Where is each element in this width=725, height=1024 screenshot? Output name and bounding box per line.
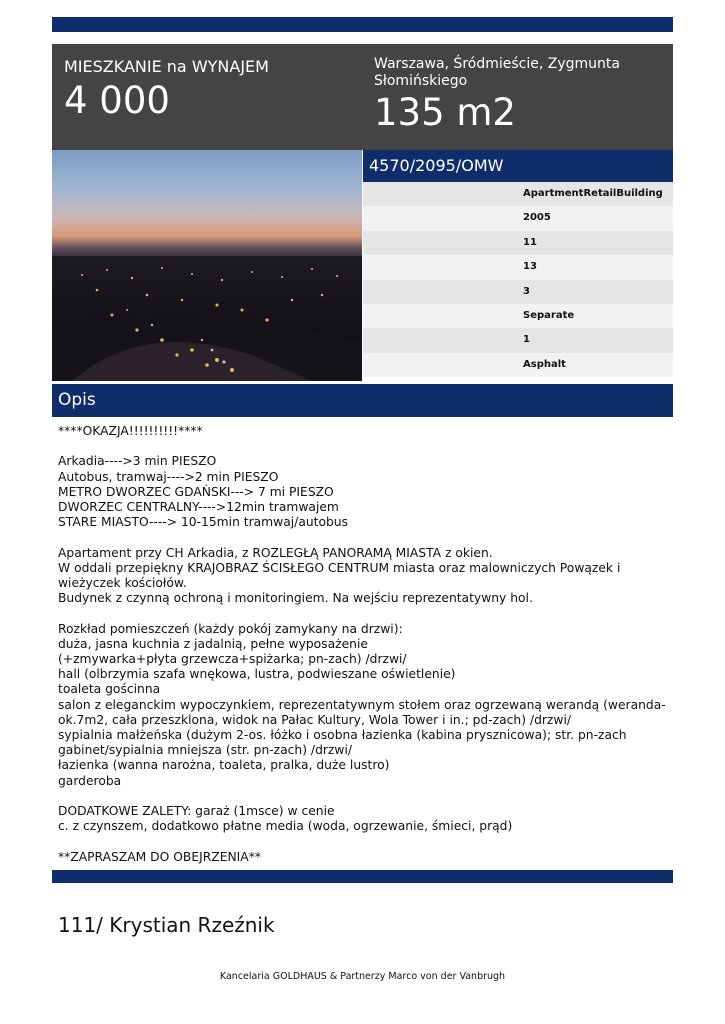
description-line: toaleta gościnna	[58, 682, 161, 697]
property-row: Separate	[363, 304, 673, 328]
description-line: Budynek z czynną ochroną i monitoringiem. Na wejściu reprezentatywny hol.	[58, 591, 533, 606]
reference-number: 4570/2095/OMW	[363, 150, 673, 182]
description-line: DODATKOWE ZALETY: garaż (1msce) w cenie	[58, 804, 335, 819]
top-accent-bar	[52, 17, 673, 32]
agent-name: 111/ Krystian Rzeźnik	[58, 913, 275, 937]
description-line: hall (olbrzymia szafa wnękowa, lustra, podwieszane oświetlenie)	[58, 667, 456, 682]
section-title: Opis	[52, 384, 673, 417]
description-line: (+zmywarka+płyta grzewcza+spiżarka; pn-zach) /drzwi/	[58, 652, 407, 666]
description-line: garderoba	[58, 773, 122, 788]
description-line	[58, 439, 668, 454]
description-line: Apartament przy CH Arkadia, z ROZLEGŁĄ PANORAMĄ MIASTA z okien.	[58, 545, 493, 560]
property-row: ApartmentRetailBuilding	[363, 182, 673, 206]
description-line: gabinet/sypialnia mniejsza (str. pn-zach) /drzwi/	[58, 743, 353, 758]
description-line	[58, 606, 668, 621]
description-line	[58, 530, 668, 545]
description-line: W oddali przepiękny KRAJOBRAZ ŚCISŁEGO CENTRUM miasta oraz malowniczych Powązek i wieżyczek kościołów.	[58, 560, 621, 590]
listing-photo	[52, 150, 362, 381]
property-row: 2005	[363, 206, 673, 230]
description-line: **ZAPRASZAM DO OBEJRZENIA**	[58, 849, 262, 864]
description-line	[58, 834, 668, 849]
city-night-photo	[52, 150, 362, 381]
description-line	[58, 789, 668, 804]
description-line: sypialnia małżeńska (dużym 2-os. łóżko i osobna łazienka (kabina prysznicowa); str. pn-zach	[58, 728, 627, 743]
header-right	[374, 56, 664, 134]
description-line: Arkadia---->3 min PIESZO	[58, 454, 217, 469]
description-line: STARE MIASTO----> 10-15min tramwaj/autobus	[58, 515, 348, 530]
description-line: Autobus, tramwaj---->2 min PIESZO	[58, 469, 279, 484]
property-row: 3	[363, 280, 673, 304]
description-line: c. z czynszem, dodatkowo płatne media (woda, ogrzewanie, śmieci, prąd)	[58, 819, 513, 834]
bottom-accent-bar	[52, 870, 673, 883]
description	[58, 424, 668, 865]
property-row: Asphalt	[363, 353, 673, 377]
listing-area: 135 m2	[374, 91, 516, 134]
description-line: łazienka (wanna narożna, toaleta, pralka, duże lustro)	[58, 758, 390, 773]
property-row: 13	[363, 255, 673, 279]
description-line: Rozkład pomieszczeń (każdy pokój zamykany na drzwi):	[58, 621, 403, 636]
description-line: salon z eleganckim wypoczynkiem, reprezentatywnym stołem oraz ogrzewaną werandą (weranda-ok.7m2, cała przeszklona, widok na Pałac Kultury, Wola Tower i in.; pd-zach) /drzwi/	[58, 697, 666, 727]
listing-price: 4 000	[64, 79, 170, 122]
description-line: duża, jasna kuchnia z jadalnią, pełne wyposażenie	[58, 636, 368, 651]
description-line: DWORZEC CENTRALNY---->12min tramwajem	[58, 500, 339, 514]
property-row: 11	[363, 231, 673, 255]
footer-company: Kancelaria GOLDHAUS & Partnerzy Marco von der Vanbrugh	[219, 971, 506, 982]
listing-type: MIESZKANIE na WYNAJEM	[64, 57, 269, 76]
header-left	[64, 56, 364, 122]
description-line: METRO DWORZEC GDAŃSKI---> 7 mi PIESZO	[58, 484, 334, 499]
description-line: ****OKAZJA!!!!!!!!!!****	[58, 424, 203, 438]
property-table	[363, 182, 673, 377]
listing-header	[52, 44, 673, 150]
listing-address: Warszawa, Śródmieście, Zygmunta Słomińskiego	[374, 56, 620, 89]
property-row: 1	[363, 328, 673, 352]
